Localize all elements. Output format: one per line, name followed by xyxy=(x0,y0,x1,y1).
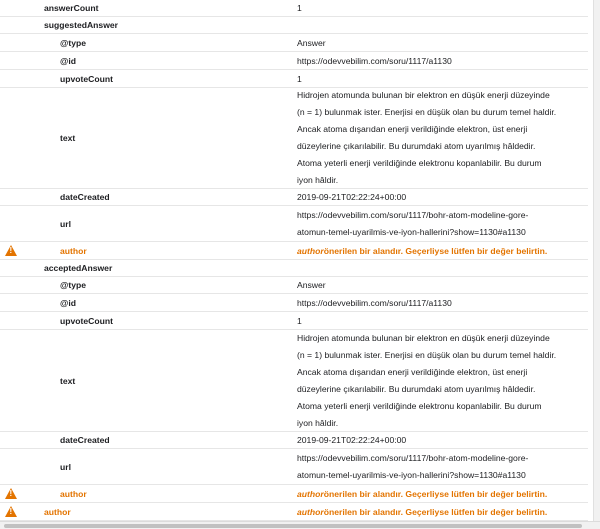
property-key: text xyxy=(60,375,76,386)
property-key: @id xyxy=(60,55,77,66)
property-key: url xyxy=(60,461,71,472)
property-value: https://odevvebilim.com/soru/1117/a1130 xyxy=(297,55,452,66)
text-line: düzeylerine çıkarılabilir. Bu durumdaki atom uyarılmış hâldedir. xyxy=(297,141,536,151)
property-value: Answer xyxy=(297,280,326,290)
text-line: Hidrojen atomunda bulunan bir elektron en düşük enerji düzeyinde xyxy=(297,332,550,343)
property-value: https://odevvebilim.com/soru/1117/a1130 xyxy=(297,297,452,308)
text-line: Ancak atoma dışarıdan enerji verildiğinde elektron, üst enerji xyxy=(297,124,528,134)
text-line: (n = 1) bulunmak ister. Enerjisi en düşük olan bu durum temel haldir. xyxy=(297,349,557,360)
property-value: 1 xyxy=(297,73,302,84)
warning-triangle-icon xyxy=(5,245,17,256)
row-aa-url xyxy=(0,449,588,485)
url-line: https://odevvebilim.com/soru/1117/bohr-atom-modeline-gore- xyxy=(297,209,529,220)
row-sa-upvote xyxy=(0,70,588,88)
row-sa-type xyxy=(0,34,588,52)
property-value xyxy=(297,330,588,431)
url-line: https://odevvebilim.com/soru/1117/bohr-atom-modeline-gore- xyxy=(297,452,529,463)
text-line: Atoma yeterli enerji verildiğinde elektronu kopanlabilir. Bu durum xyxy=(297,400,542,411)
property-value: 1 xyxy=(297,315,302,326)
property-value: 2019-09-21T02:22:24+00:00 xyxy=(297,192,407,202)
property-key: author xyxy=(60,245,87,256)
property-key: dateCreated xyxy=(60,192,110,202)
row-sa-author-warning xyxy=(0,242,588,260)
url-line: atomun-temel-uyarilmis-ve-iyon-hallerini?show=1130#a1130 xyxy=(297,226,526,237)
property-key: dateCreated xyxy=(60,435,110,445)
row-aa-text xyxy=(0,330,588,432)
horizontal-scrollbar[interactable] xyxy=(0,521,600,529)
horizontal-scrollbar-thumb[interactable] xyxy=(4,524,582,528)
text-line: iyon hâldir. xyxy=(297,175,339,185)
property-value: 1 xyxy=(297,3,302,13)
property-key: text xyxy=(60,133,76,143)
row-author-warning xyxy=(0,503,588,521)
property-value: Answer xyxy=(297,37,326,48)
row-sa-url xyxy=(0,206,588,242)
row-aa-author-warning xyxy=(0,485,588,503)
warning-message: author önerilen bir alandır. Geçerliyse lütfen bir değer belirtin. xyxy=(297,488,548,499)
property-key: suggestedAnswer xyxy=(44,20,119,30)
property-key: upvoteCount xyxy=(60,73,113,84)
row-aa-type xyxy=(0,277,588,294)
row-answer-count xyxy=(0,0,588,17)
text-line: Hidrojen atomunda bulunan bir elektron en düşük enerji düzeyinde xyxy=(297,90,550,100)
property-key: answerCount xyxy=(44,3,99,13)
row-aa-id xyxy=(0,294,588,312)
row-accepted-answer[interactable] xyxy=(0,260,588,277)
row-suggested-answer[interactable] xyxy=(0,17,588,34)
property-value xyxy=(297,206,588,241)
property-key: author xyxy=(44,506,71,517)
warning-message: author önerilen bir alandır. Geçerliyse lütfen bir değer belirtin. xyxy=(297,245,548,256)
property-key: @type xyxy=(60,37,87,48)
warning-message: author önerilen bir alandır. Geçerliyse lütfen bir değer belirtin. xyxy=(297,506,548,517)
row-aa-date xyxy=(0,432,588,449)
warning-triangle-icon xyxy=(5,488,17,499)
property-key: acceptedAnswer xyxy=(44,263,113,273)
text-line: düzeylerine çıkarılabilir. Bu durumdaki atom uyarılmış hâldedir. xyxy=(297,383,536,394)
text-line: iyon hâldir. xyxy=(297,417,339,428)
property-key: upvoteCount xyxy=(60,315,113,326)
text-line: (n = 1) bulunmak ister. Enerjisi en düşük olan bu durum temel haldir. xyxy=(297,107,557,117)
property-key: url xyxy=(60,218,71,229)
row-sa-text xyxy=(0,88,588,189)
warning-triangle-icon xyxy=(5,506,17,517)
property-value xyxy=(297,88,588,188)
vertical-scrollbar[interactable] xyxy=(593,0,600,521)
text-line: Ancak atoma dışarıdan enerji verildiğinde elektron, üst enerji xyxy=(297,366,528,377)
row-aa-upvote xyxy=(0,312,588,330)
property-value xyxy=(297,449,588,484)
row-sa-id xyxy=(0,52,588,70)
url-line: atomun-temel-uyarilmis-ve-iyon-hallerini?show=1130#a1130 xyxy=(297,469,526,480)
property-value: 2019-09-21T02:22:24+00:00 xyxy=(297,435,407,445)
property-key: @id xyxy=(60,297,77,308)
row-sa-date xyxy=(0,189,588,206)
property-key: author xyxy=(60,488,87,499)
text-line: Atoma yeterli enerji verildiğinde elektronu kopanlabilir. Bu durum xyxy=(297,158,542,168)
property-key: @type xyxy=(60,280,87,290)
